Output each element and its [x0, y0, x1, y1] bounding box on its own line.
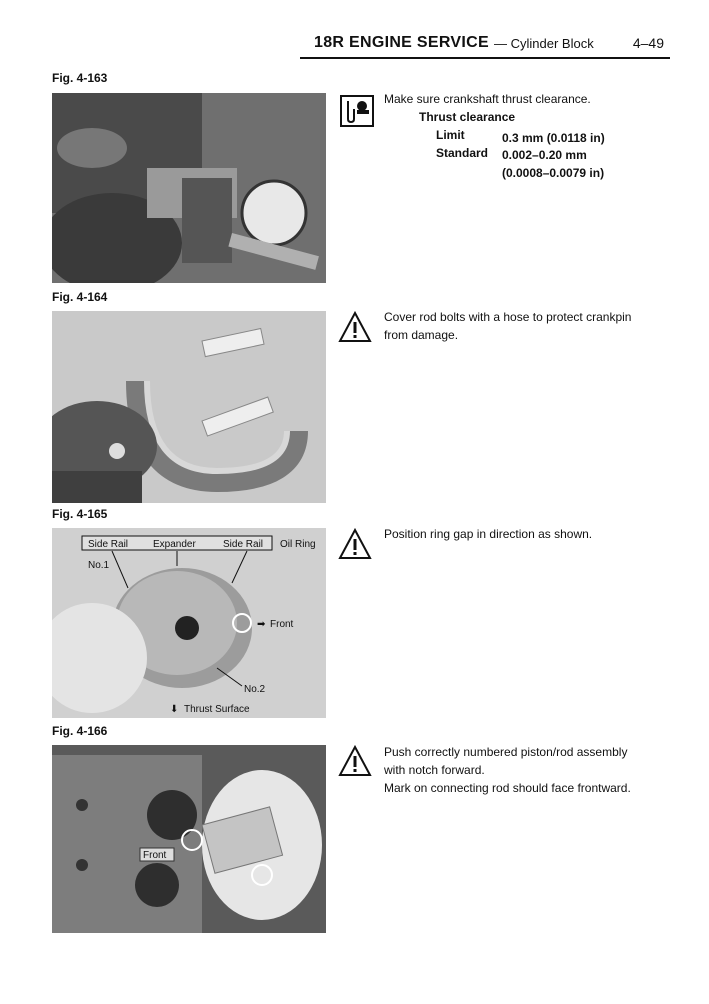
header-rule	[300, 57, 670, 59]
arrow-down-icon: ⬇	[170, 704, 179, 715]
s1-standard-label: Standard	[436, 146, 489, 160]
s2-line1: Cover rod bolts with a hose to protect crankpin	[384, 310, 632, 324]
warning-triangle-icon	[338, 528, 372, 560]
callout-expander: Expander	[153, 539, 196, 550]
fig-label-165: Fig. 4-165	[52, 507, 108, 521]
header-title: 18R ENGINE SERVICE	[314, 34, 489, 51]
callout-side-rail-1: Side Rail	[88, 539, 129, 550]
s4-line3: Mark on connecting rod should face frontward.	[384, 781, 631, 795]
s4-line1: Push correctly numbered piston/rod assembly	[384, 745, 628, 759]
fig-165-photo	[52, 528, 326, 718]
warning-triangle-icon	[338, 311, 372, 343]
s4-line2: with notch forward.	[384, 763, 485, 777]
callout-front: Front	[270, 619, 294, 630]
s1-limit-value: 0.3 mm (0.0118 in)	[502, 131, 605, 145]
s2-line2: from damage.	[384, 328, 459, 342]
s1-text: Make sure crankshaft thrust clearance.	[384, 92, 591, 106]
fig-166-photo	[52, 745, 326, 933]
fig-163-photo	[52, 93, 326, 283]
callout-oil-ring: Oil Ring	[280, 539, 316, 550]
header-subtitle: — Cylinder Block	[494, 36, 594, 51]
callout-no2: No.2	[244, 684, 266, 695]
s1-heading: Thrust clearance	[419, 110, 516, 124]
warning-triangle-icon	[338, 745, 372, 777]
callout-side-rail-2: Side Rail	[223, 539, 264, 550]
s1-standard-value: 0.002–0.20 mm	[502, 148, 587, 162]
page-number: 4–49	[632, 35, 664, 51]
fig-label-163: Fig. 4-163	[52, 71, 108, 85]
s1-limit-label: Limit	[436, 128, 465, 142]
callout-front-166: Front	[143, 850, 167, 861]
callout-no1: No.1	[88, 560, 110, 571]
s3-line1: Position ring gap in direction as shown.	[384, 527, 593, 541]
fig-label-166: Fig. 4-166	[52, 724, 108, 738]
arrow-right-icon: ➡	[257, 619, 266, 630]
callout-thrust-surface: Thrust Surface	[184, 704, 250, 715]
fig-label-164: Fig. 4-164	[52, 290, 108, 304]
measure-icon	[340, 95, 374, 127]
s1-standard-value-in: (0.0008–0.0079 in)	[502, 166, 605, 180]
fig-164-photo	[52, 311, 326, 503]
